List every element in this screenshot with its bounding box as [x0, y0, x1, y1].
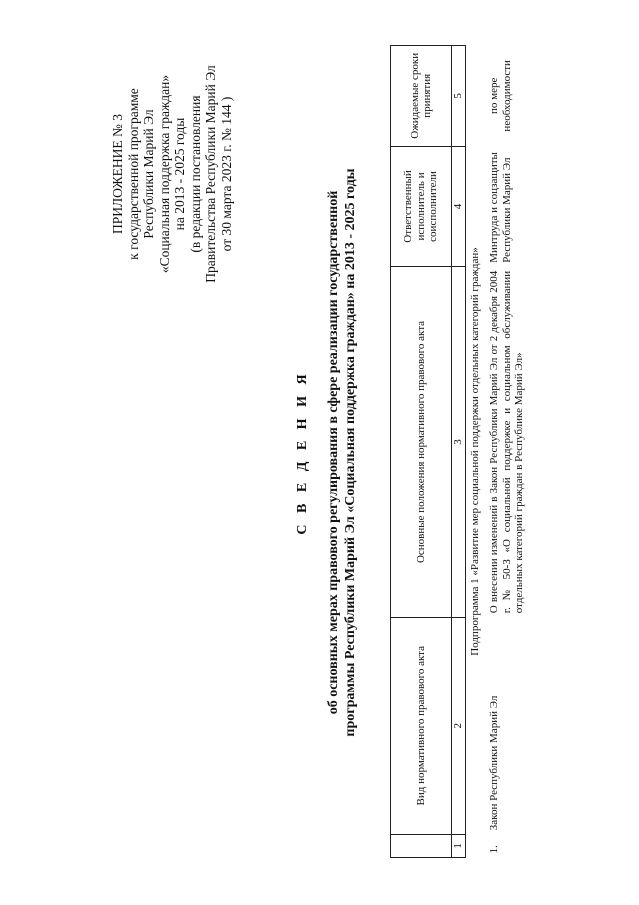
table-header-row: [391, 46, 452, 858]
appendix-block: [110, 43, 234, 305]
column-index: 3: [452, 267, 466, 617]
document-heading: [295, 60, 359, 845]
column-header-number: [391, 834, 452, 857]
column-header-provisions: Основные положения нормативного правового акта: [391, 267, 452, 617]
row-act-type: Закон Республики Марий Эл: [488, 695, 500, 831]
row-provisions: О внесении изменений в Закон Республики Марий Эл от 2 декабря 2004 г. № 50-З «О социальной поддержке и социальном обслуживании отдельных категорий граждан в Республике Марий Эл»: [488, 270, 525, 614]
subprogram-title: Подпрограмма 1 «Развитие мер социальной поддержки отдельных категорий граждан»: [465, 46, 484, 858]
row-number: 1.: [488, 845, 500, 854]
column-header-executor: Ответственный исполнитель и соисполнители: [391, 146, 452, 267]
appendix-line: «Социальная поддержка граждан»: [156, 74, 172, 274]
appendix-line: Республики Марий Эл: [141, 109, 156, 239]
appendix-line: ПРИЛОЖЕНИЕ № 3: [110, 113, 125, 235]
column-header-deadline: Ожидаемые сроки принятия: [391, 46, 452, 147]
row-executor: Минтруда и соцзащиты Республики Марий Эл: [488, 152, 513, 263]
column-index-row: [452, 46, 466, 858]
appendix-line: от 30 марта 2023 г. № 144 ): [218, 96, 234, 252]
appendix-line: Правительства Республики Марий Эл: [203, 65, 218, 283]
appendix-line: (в редакции постановления: [187, 95, 203, 253]
legal-acts-table: [390, 45, 526, 858]
document-subtitle-line-2: программы Республики Марий Эл «Социальная поддержка граждан» на 2013 - 2025 годы: [343, 168, 358, 737]
appendix-line: к государственной программе: [125, 88, 141, 260]
column-index: 1: [452, 834, 466, 857]
column-index: 2: [452, 617, 466, 834]
column-index: 4: [452, 146, 466, 267]
row-deadline: по мере необходимости: [488, 60, 513, 132]
subprogram-row: [465, 46, 484, 858]
column-index: 5: [452, 46, 466, 147]
appendix-line: на 2013 - 2025 годы: [172, 117, 187, 231]
table-row: [484, 46, 526, 858]
document-subtitle-line-1: об основных мерах правового регулирования в сфере реализации государственной: [326, 190, 341, 715]
document-title: С В Е Д Е Н И Я: [295, 370, 310, 535]
column-header-act-type: Вид нормативного правового акта: [391, 617, 452, 834]
